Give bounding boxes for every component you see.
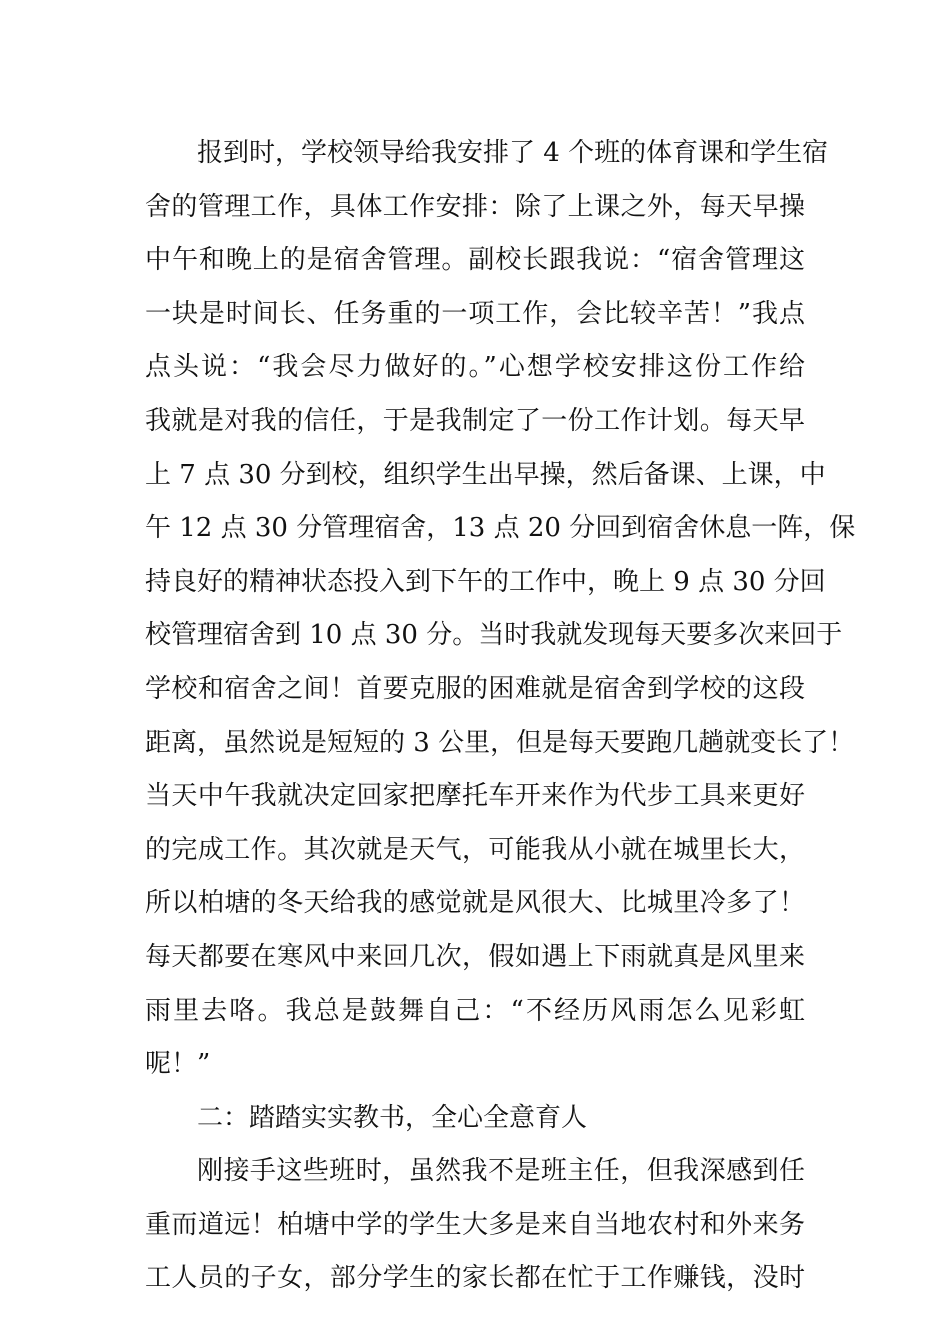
text-line: 舍的管理工作，具体工作安排：除了上课之外，每天早操 [145,191,805,222]
text-line: 上 7 点 30 分到校，组织学生出早操，然后备课、上课，中 [145,459,826,490]
text-line: 每天都要在寒风中来回几次，假如遇上下雨就真是风里来 [145,941,805,972]
text-line: 学校和宿舍之间！首要克服的困难就是宿舍到学校的这段 [145,673,805,704]
text-line: 重而道远！柏塘中学的学生大多是来自当地农村和外来务 [145,1209,805,1240]
text-line: 持良好的精神状态投入到下午的工作中，晚上 9 点 30 分回 [145,566,826,597]
text-line: 一块是时间长、任务重的一项工作，会比较辛苦！”我点 [145,298,805,329]
text-line: 点头说：“我会尽力做好的。”心想学校安排这份工作给 [145,352,805,383]
text-line: 报到时，学校领导给我安排了 4 个班的体育课和学生宿 [197,138,829,168]
text-line: 当天中午我就决定回家把摩托车开来作为代步工具来更好 [145,781,805,812]
text-line: 雨里去咯。我总是鼓舞自己：“不经历风雨怎么见彩虹 [145,995,805,1026]
text-line: 午 12 点 30 分管理宿舍，13 点 20 分回到宿舍休息一阵，保 [145,513,856,544]
text-line: 中午和晚上的是宿舍管理。副校长跟我说：“宿舍管理这 [145,245,805,276]
text-line: 校管理宿舍到 10 点 30 分。当时我就发现每天要多次来回于 [145,620,843,651]
text-line: 工人员的子女，部分学生的家长都在忙于工作赚钱，没时 [145,1263,805,1294]
text-line: 呢！” [145,1049,211,1080]
text-line: 所以柏塘的冬天给我的感觉就是风很大、比城里冷多了！ [145,888,805,919]
text-line: 刚接手这些班时，虽然我不是班主任，但我深感到任 [197,1156,805,1187]
text-line: 距离，虽然说是短短的 3 公里，但是每天要跑几趟就变长了！ [145,727,855,758]
text-line: 我就是对我的信任，于是我制定了一份工作计划。每天早 [145,405,805,436]
text-line: 的完成工作。其次就是天气，可能我从小就在城里长大， [145,834,805,865]
section-heading: 二：踏踏实实教书，全心全意育人 [197,1102,588,1133]
document-body [0,127,950,1306]
